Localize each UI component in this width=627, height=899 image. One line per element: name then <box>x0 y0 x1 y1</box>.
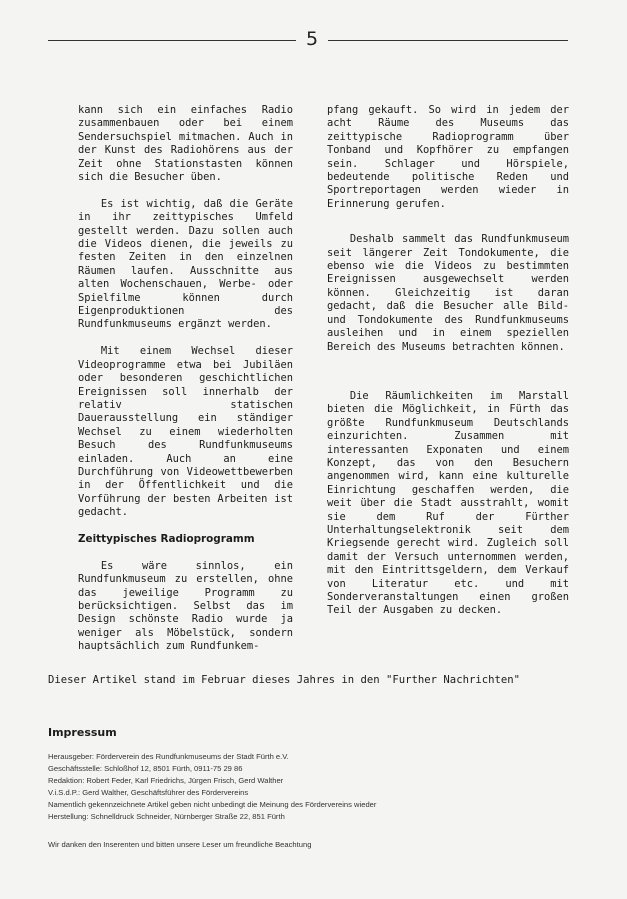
impressum-line: Namentlich gekennzeichnete Artikel geben nicht unbedingt die Meinung des Fördervereins wieder <box>48 800 377 809</box>
left-column <box>78 104 293 667</box>
impressum-line: Redaktion: Robert Feder, Karl Friedrichs, Jürgen Frisch, Gerd Walther <box>48 776 284 785</box>
impressum-heading: Impressum <box>48 726 117 739</box>
left-paragraph-3: Mit einem Wechsel dieser Videoprogramme etwa bei Jubiläen oder besonderen geschichtlichen Ereignissen soll innerhalb der relativ statischen Dauerausstellung ein ständiger Wechsel zu einem wiederholten Besuch des Rundfunkmuseums einladen. Auch an eine Durchführung von Videowettbewerben in der Öffentlichkeit und die Vorführung der besten Arbeiten ist gedacht. <box>78 345 293 519</box>
right-paragraph-1: pfang gekauft. So wird in jedem der acht Räume des Museums das zeittypische Radioprogramm über Tonband und Kopfhörer zu empfangen sein. Schlager und Hörspiele, bedeutende politische Reden und Sportreportagen werden wieder in Erinnerung gerufen. <box>327 104 569 210</box>
impressum-line: Herstellung: Schnelldruck Schneider, Nürnberger Straße 22, 851 Fürth <box>48 812 285 821</box>
page-number: 5 <box>305 28 319 50</box>
header-rule-right <box>328 40 568 41</box>
left-paragraph-1: kann sich ein einfaches Radio zusammenbauen oder bei einem Sendersuchspiel mitmachen. Auch in der Kunst des Radiohörens aus der Zeit ohne Stationstasten können sich die Besucher üben. <box>78 104 293 184</box>
impressum-line: V.i.S.d.P.: Gerd Walther, Geschäftsführer des Fördervereins <box>48 788 249 797</box>
right-paragraph-2: Deshalb sammelt das Rundfunkmuseum seit längerer Zeit Tondokumente, die ebenso wie die Videos zu bestimmten Ereignissen ausgewechselt werden können. Gleichzeitig ist daran gedacht, daß die Besucher alle Bild- und Tondokumente des Rundfunkmuseums ausleihen und in einem speziellen Bereich des Museums betrachten können. <box>327 233 569 353</box>
impressum-line: Herausgeber: Förderverein des Rundfunkmuseums der Stadt Fürth e.V. <box>48 752 289 761</box>
header-rule-left <box>48 40 296 41</box>
left-paragraph-2: Es ist wichtig, daß die Geräte in ihr zeittypisches Umfeld gestellt werden. Dazu sollen auch die Videos dienen, die jeweils zu festen Zeiten in den einzelnen Räumen laufen. Ausschnitte aus alten Wochenschauen, Werbe- oder Spielfilme können durch Eigenproduktionen des Rundfunkmuseums ergänzt werden. <box>78 197 293 331</box>
left-paragraph-4: Es wäre sinnlos, ein Rundfunkmuseum zu erstellen, ohne das jeweilige Programm zu berücksichtigen. Selbst das im Design schönste Radio wurde ja weniger als Möbelstück, sondern hauptsächlich zum Rundfunkem- <box>78 559 293 653</box>
right-column <box>327 104 569 631</box>
source-note: Dieser Artikel stand im Februar dieses Jahres in den "Further Nachrichten" <box>48 674 520 686</box>
impressum-thanks: Wir danken den Inserenten und bitten unsere Leser um freundliche Beachtung <box>48 840 312 849</box>
subheading-radioprogramm: Zeittypisches Radioprogramm <box>78 532 255 545</box>
impressum-line: Geschäftsstelle: Schloßhof 12, 8501 Fürth, 0911-75 29 86 <box>48 764 243 773</box>
right-paragraph-3: Die Räumlichkeiten im Marstall bieten die Möglichkeit, in Fürth das größte Rundfunkmuseum Deutschlands einzurichten. Zusammen mit interessanten Exponaten und einem Konzept, das von den Besuchern angenommen wird, kann eine kulturelle Einrichtung geschaffen werden, die weit über die Stadt ausstrahlt, womit sie dem Ruf der Fürther Unterhaltungselektronik seit dem Kriegsende gerecht wird. Zugleich soll damit der Versuch unternommen werden, mit den Eintrittsgeldern, dem Verkauf von Literatur etc. und mit Sonderveranstaltungen einen großen Teil der Ausgaben zu decken. <box>327 389 569 617</box>
